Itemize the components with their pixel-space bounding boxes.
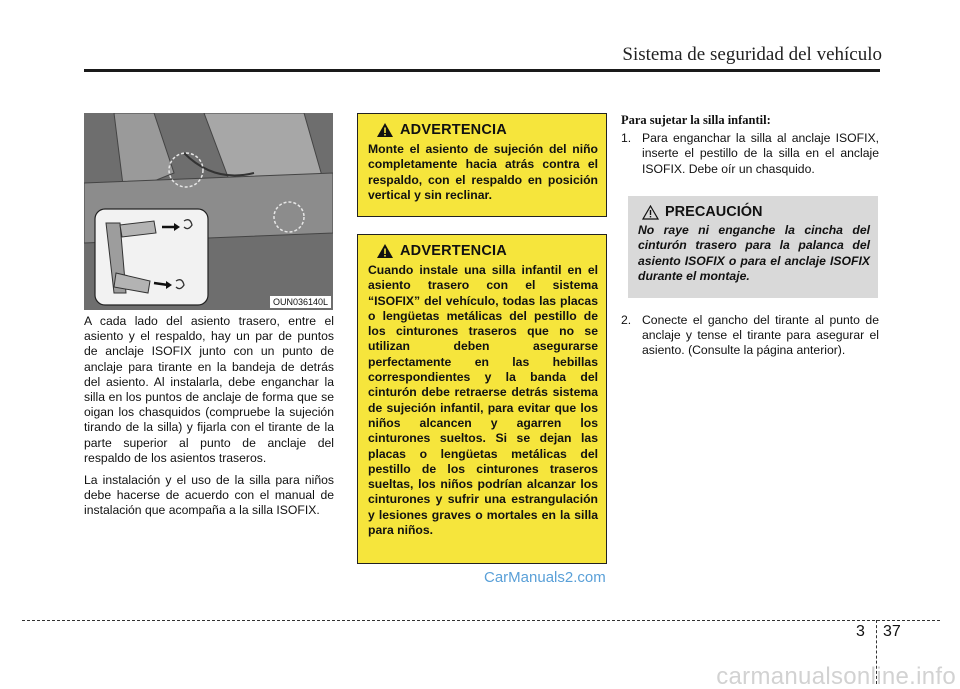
- caution-body: No raye ni enganche la cincha del cinturón trasero para la palanca del asiento ISOFIX o para el anclaje ISOFIX durante el montaje.: [638, 223, 870, 283]
- warning-header: [376, 243, 598, 259]
- step-number: 1.: [621, 131, 632, 146]
- seat-drawing: [84, 113, 333, 310]
- step-1: [621, 131, 879, 177]
- warning-title: ADVERTENCIA: [400, 122, 507, 138]
- warning-title: ADVERTENCIA: [400, 243, 507, 259]
- step-text: Para enganchar la silla al anclaje ISOFIX, inserte el pestillo de la silla en el anclaje ISOFIX. Debe oír un chasquido.: [642, 131, 879, 176]
- column-3-steps: [621, 113, 879, 177]
- step-2: [621, 313, 879, 359]
- figure-code-label: OUN036140L: [270, 296, 331, 308]
- header-rule: [84, 69, 880, 72]
- paragraph: A cada lado del asiento trasero, entre el asiento y el respaldo, hay un par de puntos de anclaje ISOFIX junto con un punto de anclaje para tirante en la bandeja de detrás del asiento. Al instalarla, debe enganchar la silla en los puntos de anclaje de forma que se oigan los chasquidos (compruebe la sujeción tirando de la silla) y fijarla con el tirante de la parte superior al punto de anclaje del respaldo de los asientos traseros.: [84, 314, 334, 465]
- warning-body: Monte el asiento de sujeción del niño completamente hacia atrás contra el respaldo, con el respaldo en posición vertical y sin reclinar.: [368, 142, 598, 202]
- caution-triangle-icon: [642, 205, 659, 220]
- warning-box-2: [357, 234, 607, 564]
- page-header-title: Sistema de seguridad del vehículo: [622, 44, 882, 65]
- chapter-number: 3: [856, 623, 865, 640]
- footer-dashed-rule: [22, 620, 940, 621]
- page-number: 37: [883, 623, 901, 640]
- warning-body: Cuando instale una silla infantil en el asiento trasero con el sistema “ISOFIX” del vehículo, todas las placas o lengüetas metálicas del pestillo de los cinturones traseros que no se utilizan deben asegurarse perfectamente en las hebillas correspondientes y la banda del cinturón debe retraerse detrás sistema de sujeción infantil, para evitar que los niños alcancen y agarren los cinturones sueltos. Si se dejan las placas o lengüetas metálicas del pestillo de los cinturones traseros sueltas, los niños podrían alcanzar los cinturones y sufrir una estrangulación y lesiones graves o mortales en la silla para niños.: [368, 263, 598, 538]
- caution-box: [628, 196, 878, 298]
- warning-triangle-icon: [376, 122, 394, 138]
- caution-title: PRECAUCIÓN: [665, 204, 763, 220]
- warning-box-1: [357, 113, 607, 217]
- step-number: 2.: [621, 313, 632, 327]
- step-text: Conecte el gancho del tirante al punto de anclaje y tense el tirante para asegurar el asiento. (Consulte la página anterior).: [642, 313, 879, 358]
- section-subtitle: Para sujetar la silla infantil:: [621, 113, 771, 127]
- warning-triangle-icon: [376, 243, 394, 259]
- watermark-link[interactable]: CarManuals2.com: [484, 569, 606, 586]
- column-1-text: [84, 314, 334, 526]
- watermark-bottom: carmanualsonline.info: [716, 663, 956, 689]
- warning-header: [376, 122, 598, 138]
- isofix-seat-illustration: [84, 113, 333, 310]
- caution-header: [642, 204, 870, 220]
- paragraph: La instalación y el uso de la silla para niños debe hacerse de acuerdo con el manual de instalación que acompaña a la silla ISOFIX.: [84, 473, 334, 518]
